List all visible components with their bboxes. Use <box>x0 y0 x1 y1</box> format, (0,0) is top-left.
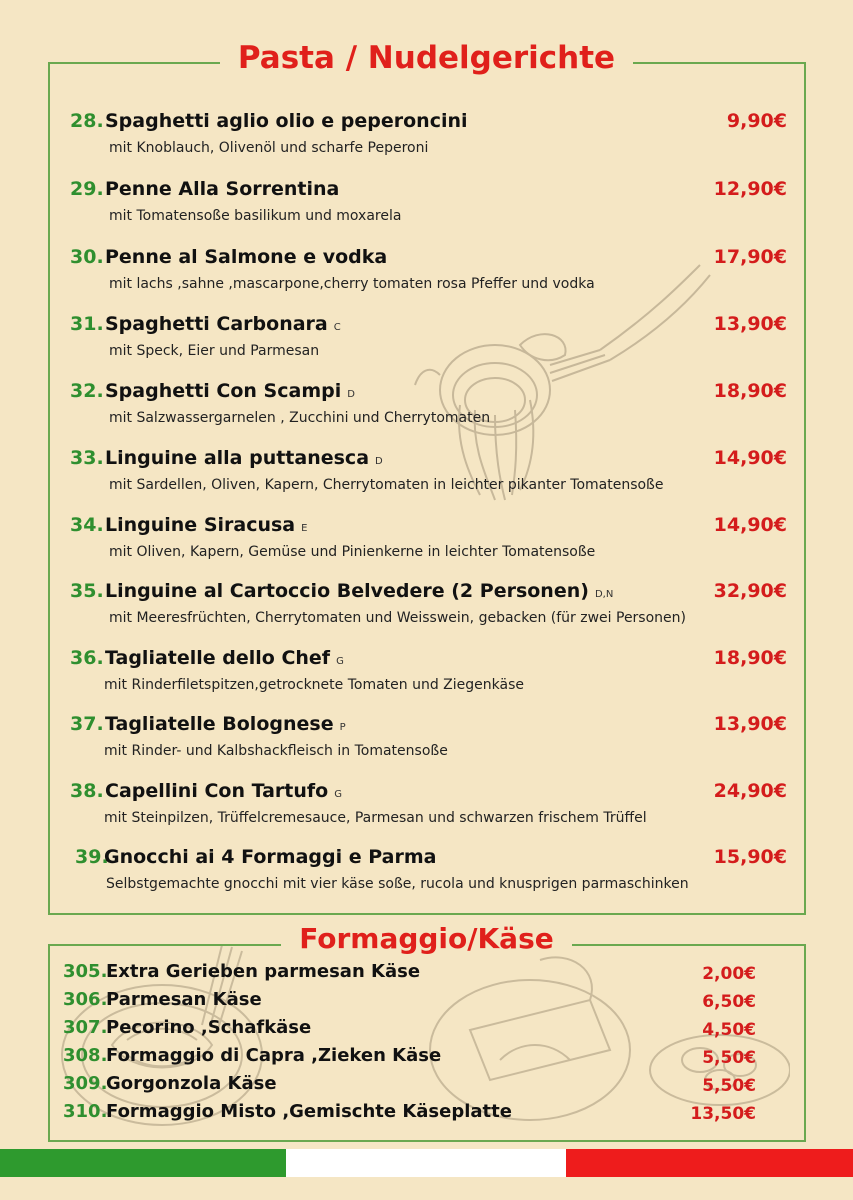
item-number: 29. <box>70 178 104 200</box>
item-name <box>105 246 393 268</box>
cheese-section-title: Formaggio/Käse <box>0 922 853 955</box>
pasta-menu-item <box>0 713 853 773</box>
item-name: Extra Gerieben parmesan Käse <box>106 961 421 982</box>
item-number: 306. <box>63 989 108 1010</box>
item-price: 5,50€ <box>702 1076 756 1096</box>
cheese-menu-item <box>0 961 853 989</box>
pasta-menu-item <box>0 110 853 170</box>
item-description: mit Steinpilzen, Trüffelcremesauce, Parmesan und schwarzen frischem Trüffel <box>104 810 647 826</box>
allergen-code: D,N <box>594 589 614 600</box>
item-price: 12,90€ <box>713 178 787 200</box>
item-price: 32,90€ <box>713 580 787 602</box>
cheese-menu-item <box>0 1073 853 1101</box>
item-number: 39. <box>75 846 109 868</box>
item-name <box>105 380 355 402</box>
allergen-code: G <box>334 789 342 800</box>
cheese-menu-item <box>0 989 853 1017</box>
item-name-text: Spaghetti Con Scampi <box>105 380 342 402</box>
item-price: 18,90€ <box>713 380 787 402</box>
item-number: 36. <box>70 647 104 669</box>
item-price: 18,90€ <box>713 647 787 669</box>
item-name-text: Spaghetti aglio olio e peperoncini <box>105 110 468 132</box>
item-price: 17,90€ <box>713 246 787 268</box>
item-name <box>105 580 613 602</box>
item-name <box>105 313 341 335</box>
item-name <box>105 780 342 802</box>
item-number: 305. <box>63 961 108 982</box>
item-description: mit Salzwassergarnelen , Zucchini und Cherrytomaten <box>109 410 491 426</box>
pasta-menu-item <box>0 178 853 238</box>
item-number: 33. <box>70 447 104 469</box>
flag-stripe-white <box>286 1149 566 1177</box>
item-name <box>105 447 383 469</box>
item-price: 2,00€ <box>702 964 756 984</box>
pasta-menu-item <box>0 514 853 574</box>
item-name: Pecorino ,Schafkäse <box>106 1017 312 1038</box>
item-description: mit Rinderfiletspitzen,getrocknete Tomaten und Ziegenkäse <box>104 677 524 693</box>
item-name-text: Spaghetti Carbonara <box>105 313 328 335</box>
item-name-text: Tagliatelle dello Chef <box>105 647 331 669</box>
item-name-text: Linguine Siracusa <box>105 514 296 536</box>
allergen-code: P <box>339 722 346 733</box>
item-number: 38. <box>70 780 104 802</box>
item-name <box>105 110 474 132</box>
item-name-text: Capellini Con Tartufo <box>105 780 329 802</box>
item-price: 5,50€ <box>702 1048 756 1068</box>
pasta-menu-item <box>0 246 853 306</box>
pasta-menu-item <box>0 447 853 507</box>
item-price: 4,50€ <box>702 1020 756 1040</box>
item-name: Parmesan Käse <box>106 989 262 1010</box>
item-name <box>105 713 346 735</box>
pasta-menu-item <box>0 780 853 840</box>
pasta-menu-item <box>0 647 853 707</box>
item-number: 34. <box>70 514 104 536</box>
item-price: 13,90€ <box>713 313 787 335</box>
item-number: 309. <box>63 1073 108 1094</box>
allergen-code: D <box>375 456 383 467</box>
cheese-menu-item <box>0 1101 853 1129</box>
item-name-text: Gnocchi ai 4 Formaggi e Parma <box>104 846 437 868</box>
item-price: 13,50€ <box>690 1104 756 1124</box>
item-name: Formaggio Misto ,Gemischte Käseplatte <box>106 1101 512 1122</box>
item-price: 14,90€ <box>713 514 787 536</box>
pasta-menu-item <box>0 846 853 906</box>
item-number: 35. <box>70 580 104 602</box>
flag-stripe-green <box>0 1149 286 1177</box>
item-description: mit Knoblauch, Olivenöl und scharfe Peperoni <box>109 140 429 156</box>
item-name <box>104 846 442 868</box>
allergen-code: C <box>333 322 341 333</box>
item-name <box>105 647 344 669</box>
item-name-text: Linguine al Cartoccio Belvedere (2 Personen) <box>105 580 589 602</box>
item-price: 13,90€ <box>713 713 787 735</box>
item-name-text: Tagliatelle Bolognese <box>105 713 334 735</box>
item-number: 308. <box>63 1045 108 1066</box>
item-description: Selbstgemachte gnocchi mit vier käse soße, rucola und knusprigen parmaschinken <box>106 876 689 892</box>
pasta-menu-item <box>0 580 853 640</box>
item-description: mit Sardellen, Oliven, Kapern, Cherrytomaten in leichter pikanter Tomatensoße <box>109 477 664 493</box>
allergen-code: E <box>301 523 308 534</box>
item-price: 14,90€ <box>713 447 787 469</box>
item-number: 307. <box>63 1017 108 1038</box>
pasta-menu-item <box>0 313 853 373</box>
item-name-text: Penne al Salmone e vodka <box>105 246 388 268</box>
item-description: mit Speck, Eier und Parmesan <box>109 343 320 359</box>
item-description: mit lachs ,sahne ,mascarpone,cherry tomaten rosa Pfeffer und vodka <box>109 276 595 292</box>
flag-stripe-red <box>566 1149 853 1177</box>
cheese-menu-item <box>0 1045 853 1073</box>
pasta-menu-item <box>0 380 853 440</box>
item-price: 24,90€ <box>713 780 787 802</box>
allergen-code: G <box>336 656 344 667</box>
item-description: mit Meeresfrüchten, Cherrytomaten und Weisswein, gebacken (für zwei Personen) <box>109 610 686 626</box>
pasta-section-title: Pasta / Nudelgerichte <box>0 40 853 76</box>
item-number: 32. <box>70 380 104 402</box>
item-name-text: Penne Alla Sorrentina <box>105 178 340 200</box>
item-name: Gorgonzola Käse <box>106 1073 277 1094</box>
item-description: mit Oliven, Kapern, Gemüse und Pinienkerne in leichter Tomatensoße <box>109 544 596 560</box>
item-price: 15,90€ <box>713 846 787 868</box>
item-number: 28. <box>70 110 104 132</box>
item-price: 9,90€ <box>726 110 787 132</box>
allergen-code: D <box>347 389 355 400</box>
item-number: 37. <box>70 713 104 735</box>
item-number: 31. <box>70 313 104 335</box>
item-description: mit Rinder- und Kalbshackfleisch in Tomatensoße <box>104 743 448 759</box>
item-number: 30. <box>70 246 104 268</box>
item-price: 6,50€ <box>702 992 756 1012</box>
cheese-menu-item <box>0 1017 853 1045</box>
item-name-text: Linguine alla puttanesca <box>105 447 370 469</box>
item-description: mit Tomatensoße basilikum und moxarela <box>109 208 402 224</box>
item-name <box>105 514 307 536</box>
item-number: 310. <box>63 1101 108 1122</box>
item-name: Formaggio di Capra ,Zieken Käse <box>106 1045 442 1066</box>
item-name <box>105 178 345 200</box>
